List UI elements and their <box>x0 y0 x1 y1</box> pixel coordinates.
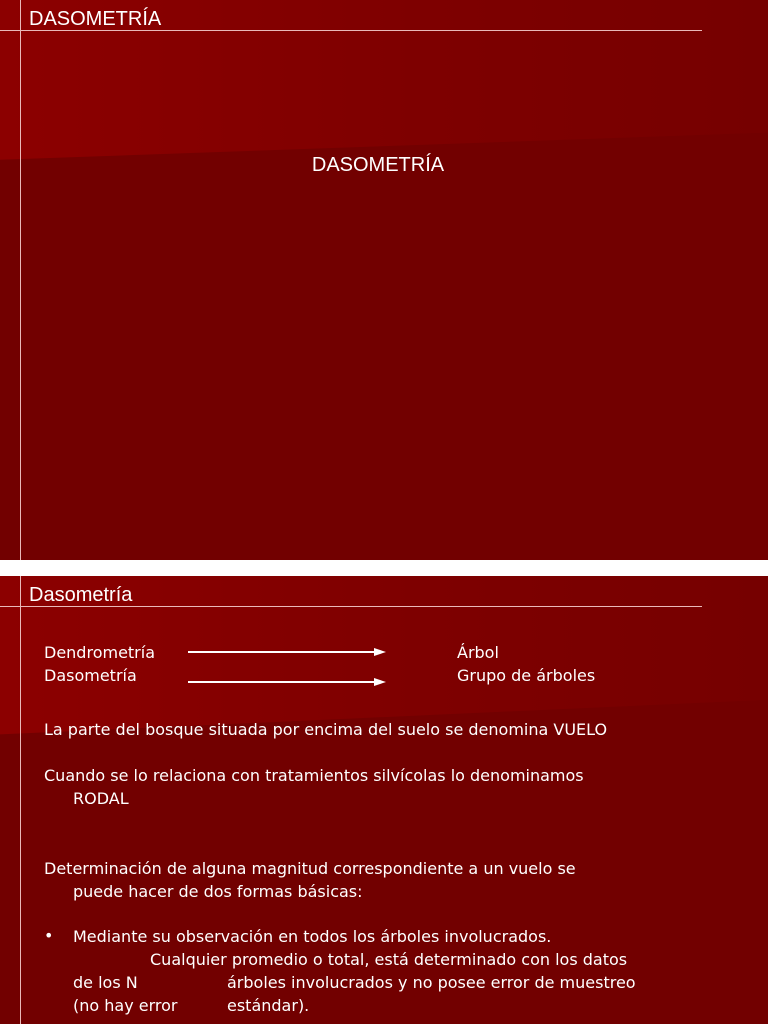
bullet-line-4-start: (no hay error <box>73 996 178 1015</box>
bullet-marker: • <box>44 926 54 945</box>
slide-2 <box>0 576 768 1024</box>
paragraph-rodal-line-1: Cuando se lo relaciona con tratamientos silvícolas lo denominamos <box>44 766 584 785</box>
bullet-line-2: Cualquier promedio o total, está determinado con los datos <box>150 950 628 969</box>
paragraph-rodal-line-2: RODAL <box>73 789 129 808</box>
slide-2-header-title: Dasometría <box>29 584 133 606</box>
paragraph-determinacion-line-1: Determinación de alguna magnitud correspondiente a un vuelo se <box>44 859 576 878</box>
paragraph-vuelo: La parte del bosque situada por encima del suelo se denomina VUELO <box>44 720 608 739</box>
slide-2-vertical-rule <box>20 576 21 1024</box>
slide-1-center-heading: DASOMETRÍA <box>311 154 445 176</box>
paragraph-determinacion <box>44 857 576 903</box>
bullet-line-3-end: árboles involucrados y no posee error de muestreo <box>227 973 636 992</box>
relation-term-dendrometria: Dendrometría <box>44 643 156 662</box>
arrow-right-icon <box>188 677 386 687</box>
bullet-line-4-end: estándar). <box>227 996 310 1015</box>
slide-1-header-title: DASOMETRÍA <box>29 8 162 30</box>
relation-target-grupo: Grupo de árboles <box>457 666 596 685</box>
paragraph-rodal <box>44 764 584 810</box>
paragraph-determinacion-line-2: puede hacer de dos formas básicas: <box>73 882 363 901</box>
relation-term-dasometria: Dasometría <box>44 666 137 685</box>
slide-1-vertical-rule <box>20 0 21 560</box>
arrow-right-icon <box>188 647 386 657</box>
relation-target-arbol: Árbol <box>457 643 499 662</box>
bullet-line-3-start: de los N <box>73 973 138 992</box>
bullet-line-1: Mediante su observación en todos los árboles involucrados. <box>73 927 552 946</box>
